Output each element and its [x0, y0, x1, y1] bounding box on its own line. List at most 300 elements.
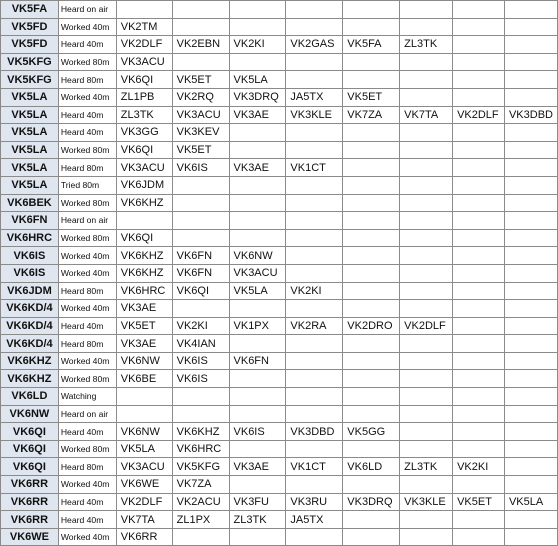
contact-cell: VK3AE — [229, 159, 286, 177]
contact-cell: VK3KLE — [286, 106, 343, 124]
contact-cell: VK7TA — [116, 511, 172, 529]
empty-cell — [504, 317, 557, 335]
empty-cell — [286, 476, 343, 494]
contact-cell: VK3ACU — [172, 106, 229, 124]
table-row — [1, 458, 558, 476]
empty-cell — [504, 124, 557, 142]
empty-cell — [453, 405, 505, 423]
contact-cell: VK3ACU — [229, 264, 286, 282]
empty-cell — [453, 352, 505, 370]
callsign-cell: VK5LA — [1, 106, 59, 124]
empty-cell — [343, 405, 400, 423]
callsign-cell: VK6RR — [1, 493, 59, 511]
empty-cell — [343, 370, 400, 388]
status-cell: Heard 40m — [58, 511, 116, 529]
empty-cell — [286, 1, 343, 19]
contact-cell: VK6KHZ — [116, 264, 172, 282]
contact-cell: VK3AE — [116, 300, 172, 318]
empty-cell — [343, 476, 400, 494]
empty-cell — [286, 53, 343, 71]
empty-cell — [504, 423, 557, 441]
empty-cell — [504, 247, 557, 265]
empty-cell — [172, 300, 229, 318]
contact-cell: VK1PX — [229, 317, 286, 335]
status-cell: Heard 80m — [58, 71, 116, 89]
empty-cell — [453, 159, 505, 177]
table-row — [1, 106, 558, 124]
status-cell: Heard 80m — [58, 159, 116, 177]
callsign-cell: VK5LA — [1, 141, 59, 159]
empty-cell — [286, 352, 343, 370]
contact-cell: VK2KI — [172, 317, 229, 335]
empty-cell — [286, 300, 343, 318]
contact-cell: VK2RQ — [172, 88, 229, 106]
empty-cell — [453, 282, 505, 300]
empty-cell — [504, 440, 557, 458]
callsign-cell: VK5KFG — [1, 71, 59, 89]
empty-cell — [453, 528, 505, 546]
table-row — [1, 335, 558, 353]
empty-cell — [453, 300, 505, 318]
empty-cell — [400, 264, 453, 282]
contact-cell: VK6IS — [172, 352, 229, 370]
empty-cell — [286, 335, 343, 353]
empty-cell — [504, 388, 557, 406]
callsign-cell: VK5FD — [1, 18, 59, 36]
empty-cell — [400, 440, 453, 458]
empty-cell — [343, 300, 400, 318]
contact-cell: VK4IAN — [172, 335, 229, 353]
contact-cell: VK5ET — [343, 88, 400, 106]
status-cell: Heard 40m — [58, 36, 116, 54]
status-cell: Worked 40m — [58, 88, 116, 106]
contact-cell: VK2DLF — [453, 106, 505, 124]
table-row — [1, 88, 558, 106]
empty-cell — [400, 335, 453, 353]
empty-cell — [504, 335, 557, 353]
empty-cell — [453, 388, 505, 406]
empty-cell — [343, 18, 400, 36]
empty-cell — [343, 352, 400, 370]
contact-cell: VK3KLE — [400, 493, 453, 511]
empty-cell — [286, 71, 343, 89]
contact-cell: VK6HRC — [116, 282, 172, 300]
callsign-cell: VK6QI — [1, 440, 59, 458]
status-cell: Worked 40m — [58, 528, 116, 546]
table-row — [1, 282, 558, 300]
empty-cell — [453, 124, 505, 142]
contact-cell: VK5ET — [116, 317, 172, 335]
callsign-cell: VK6KD/4 — [1, 300, 59, 318]
empty-cell — [229, 229, 286, 247]
empty-cell — [286, 18, 343, 36]
contact-cell: VK6BE — [116, 370, 172, 388]
empty-cell — [400, 141, 453, 159]
status-cell: Worked 80m — [58, 194, 116, 212]
table-row — [1, 212, 558, 230]
contact-cell: VK6QI — [116, 229, 172, 247]
empty-cell — [343, 1, 400, 19]
contact-cell: VK6KHZ — [116, 247, 172, 265]
empty-cell — [343, 264, 400, 282]
empty-cell — [504, 282, 557, 300]
callsign-cell: VK5LA — [1, 176, 59, 194]
empty-cell — [229, 335, 286, 353]
log-table-body — [1, 1, 558, 546]
status-cell: Worked 80m — [58, 370, 116, 388]
empty-cell — [229, 53, 286, 71]
table-row — [1, 493, 558, 511]
empty-cell — [343, 528, 400, 546]
contact-cell: VK3DRQ — [229, 88, 286, 106]
contact-cell: VK6IS — [172, 159, 229, 177]
empty-cell — [504, 405, 557, 423]
table-row — [1, 476, 558, 494]
callsign-cell: VK6RR — [1, 511, 59, 529]
empty-cell — [172, 176, 229, 194]
contact-cell: VK5LA — [229, 71, 286, 89]
table-row — [1, 229, 558, 247]
empty-cell — [343, 159, 400, 177]
callsign-cell: VK6HRC — [1, 229, 59, 247]
table-row — [1, 300, 558, 318]
contact-cell: VK2ACU — [172, 493, 229, 511]
empty-cell — [400, 405, 453, 423]
empty-cell — [343, 229, 400, 247]
status-cell: Worked 40m — [58, 18, 116, 36]
empty-cell — [504, 264, 557, 282]
contact-cell: VK7ZA — [343, 106, 400, 124]
status-cell: Heard 40m — [58, 493, 116, 511]
empty-cell — [116, 388, 172, 406]
empty-cell — [229, 370, 286, 388]
contact-cell: VK3KEV — [172, 124, 229, 142]
contact-cell: VK6IS — [229, 423, 286, 441]
callsign-cell: VK6RR — [1, 476, 59, 494]
empty-cell — [504, 212, 557, 230]
empty-cell — [229, 194, 286, 212]
contact-cell: ZL1PX — [172, 511, 229, 529]
contact-cell: VK6LD — [343, 458, 400, 476]
contact-cell: VK3GG — [116, 124, 172, 142]
contact-cell: VK6NW — [116, 352, 172, 370]
empty-cell — [229, 212, 286, 230]
empty-cell — [453, 71, 505, 89]
empty-cell — [172, 53, 229, 71]
table-row — [1, 423, 558, 441]
empty-cell — [286, 212, 343, 230]
empty-cell — [343, 440, 400, 458]
empty-cell — [504, 370, 557, 388]
status-cell: Worked 80m — [58, 440, 116, 458]
contact-cell: VK6RR — [116, 528, 172, 546]
contact-cell: VK1CT — [286, 458, 343, 476]
contact-cell: VK6NW — [116, 423, 172, 441]
empty-cell — [286, 229, 343, 247]
empty-cell — [286, 141, 343, 159]
empty-cell — [400, 388, 453, 406]
empty-cell — [453, 440, 505, 458]
empty-cell — [400, 423, 453, 441]
contact-cell: VK2DLF — [116, 36, 172, 54]
status-cell: Heard on air — [58, 1, 116, 19]
contact-cell: VK6QI — [172, 282, 229, 300]
empty-cell — [453, 370, 505, 388]
empty-cell — [504, 300, 557, 318]
contact-cell: VK5LA — [229, 282, 286, 300]
empty-cell — [286, 405, 343, 423]
empty-cell — [343, 212, 400, 230]
contact-cell: VK6FN — [172, 247, 229, 265]
empty-cell — [229, 405, 286, 423]
empty-cell — [400, 1, 453, 19]
contact-cell: VK3AE — [229, 106, 286, 124]
contact-cell: VK3DRQ — [343, 493, 400, 511]
status-cell: Worked 80m — [58, 141, 116, 159]
empty-cell — [504, 194, 557, 212]
callsign-cell: VK6IS — [1, 247, 59, 265]
contact-cell: VK2KI — [286, 282, 343, 300]
callsign-cell: VK6QI — [1, 423, 59, 441]
callsign-cell: VK6KD/4 — [1, 317, 59, 335]
table-row — [1, 36, 558, 54]
empty-cell — [172, 212, 229, 230]
callsign-cell: VK6NW — [1, 405, 59, 423]
contact-cell: VK6FN — [229, 352, 286, 370]
empty-cell — [116, 405, 172, 423]
empty-cell — [400, 352, 453, 370]
callsign-cell: VK6KHZ — [1, 370, 59, 388]
status-cell: Heard on air — [58, 405, 116, 423]
contact-cell: VK3DBD — [504, 106, 557, 124]
contact-cell: VK2DLF — [400, 317, 453, 335]
status-cell: Worked 80m — [58, 53, 116, 71]
empty-cell — [400, 176, 453, 194]
empty-cell — [504, 36, 557, 54]
callsign-cell: VK5LA — [1, 159, 59, 177]
table-row — [1, 317, 558, 335]
callsign-cell: VK5FD — [1, 36, 59, 54]
empty-cell — [286, 176, 343, 194]
empty-cell — [453, 176, 505, 194]
status-cell: Worked 40m — [58, 264, 116, 282]
empty-cell — [400, 212, 453, 230]
status-cell: Worked 80m — [58, 229, 116, 247]
table-row — [1, 370, 558, 388]
contact-cell: VK5GG — [343, 423, 400, 441]
contact-cell: ZL3TK — [229, 511, 286, 529]
empty-cell — [286, 247, 343, 265]
callsign-cell: VK6QI — [1, 458, 59, 476]
table-row — [1, 511, 558, 529]
empty-cell — [400, 300, 453, 318]
empty-cell — [172, 229, 229, 247]
empty-cell — [343, 247, 400, 265]
empty-cell — [172, 1, 229, 19]
callsign-cell: VK6FN — [1, 212, 59, 230]
callsign-cell: VK6IS — [1, 264, 59, 282]
contact-cell: VK1CT — [286, 159, 343, 177]
empty-cell — [400, 511, 453, 529]
empty-cell — [229, 176, 286, 194]
status-cell: Heard 80m — [58, 335, 116, 353]
empty-cell — [453, 317, 505, 335]
empty-cell — [453, 229, 505, 247]
contact-cell: VK6JDM — [116, 176, 172, 194]
callsign-cell: VK6BEK — [1, 194, 59, 212]
empty-cell — [504, 88, 557, 106]
empty-cell — [172, 194, 229, 212]
callsign-cell: VK6KD/4 — [1, 335, 59, 353]
empty-cell — [286, 264, 343, 282]
contact-cell: VK2DLF — [116, 493, 172, 511]
table-row — [1, 141, 558, 159]
callsign-cell: VK6WE — [1, 528, 59, 546]
table-row — [1, 264, 558, 282]
table-row — [1, 159, 558, 177]
table-row — [1, 53, 558, 71]
empty-cell — [504, 229, 557, 247]
contact-cell: VK5KFG — [172, 458, 229, 476]
contact-cell: VK5LA — [504, 493, 557, 511]
status-cell: Watching — [58, 388, 116, 406]
status-cell: Heard on air — [58, 212, 116, 230]
empty-cell — [229, 1, 286, 19]
empty-cell — [453, 423, 505, 441]
status-cell: Heard 40m — [58, 124, 116, 142]
empty-cell — [172, 528, 229, 546]
contact-cell: VK6HRC — [172, 440, 229, 458]
empty-cell — [400, 229, 453, 247]
empty-cell — [453, 88, 505, 106]
empty-cell — [343, 511, 400, 529]
empty-cell — [400, 282, 453, 300]
empty-cell — [116, 212, 172, 230]
status-cell: Worked 40m — [58, 352, 116, 370]
contact-cell: VK2KI — [229, 36, 286, 54]
empty-cell — [343, 53, 400, 71]
empty-cell — [453, 36, 505, 54]
contact-cell: VK6KHZ — [116, 194, 172, 212]
contact-cell: VK5LA — [116, 440, 172, 458]
empty-cell — [504, 18, 557, 36]
empty-cell — [504, 1, 557, 19]
contact-cell: VK3ACU — [116, 53, 172, 71]
empty-cell — [453, 212, 505, 230]
empty-cell — [286, 124, 343, 142]
contact-cell: VK2RA — [286, 317, 343, 335]
table-row — [1, 1, 558, 19]
status-cell: Tried 80m — [58, 176, 116, 194]
contact-cell: VK6FN — [172, 264, 229, 282]
callsign-cell: VK6JDM — [1, 282, 59, 300]
empty-cell — [400, 71, 453, 89]
empty-cell — [229, 476, 286, 494]
contact-cell: JA5TX — [286, 511, 343, 529]
empty-cell — [400, 18, 453, 36]
callsign-cell: VK5KFG — [1, 53, 59, 71]
contact-cell: VK3RU — [286, 493, 343, 511]
callsign-cell: VK6KHZ — [1, 352, 59, 370]
empty-cell — [453, 194, 505, 212]
empty-cell — [453, 53, 505, 71]
contact-cell: VK3ACU — [116, 159, 172, 177]
contact-cell: VK3FU — [229, 493, 286, 511]
empty-cell — [453, 18, 505, 36]
empty-cell — [343, 282, 400, 300]
contact-cell: VK2TM — [116, 18, 172, 36]
empty-cell — [504, 476, 557, 494]
empty-cell — [286, 370, 343, 388]
contact-cell: VK2DRO — [343, 317, 400, 335]
empty-cell — [172, 388, 229, 406]
empty-cell — [343, 124, 400, 142]
callsign-cell: VK5LA — [1, 124, 59, 142]
empty-cell — [504, 528, 557, 546]
callsign-cell: VK5LA — [1, 88, 59, 106]
empty-cell — [286, 528, 343, 546]
empty-cell — [172, 405, 229, 423]
empty-cell — [400, 476, 453, 494]
empty-cell — [400, 247, 453, 265]
contact-cell: VK5FA — [343, 36, 400, 54]
empty-cell — [229, 528, 286, 546]
contact-cell: VK5ET — [172, 71, 229, 89]
contact-cell: VK5ET — [172, 141, 229, 159]
contact-cell: VK5ET — [453, 493, 505, 511]
contact-cell: ZL3TK — [116, 106, 172, 124]
status-cell: Heard 80m — [58, 282, 116, 300]
callsign-cell: VK6LD — [1, 388, 59, 406]
table-row — [1, 124, 558, 142]
empty-cell — [229, 141, 286, 159]
empty-cell — [400, 194, 453, 212]
contact-cell: ZL1PB — [116, 88, 172, 106]
contact-cell: VK3AE — [229, 458, 286, 476]
empty-cell — [400, 370, 453, 388]
empty-cell — [453, 247, 505, 265]
empty-cell — [229, 440, 286, 458]
empty-cell — [343, 388, 400, 406]
contact-cell: VK3AE — [116, 335, 172, 353]
empty-cell — [504, 511, 557, 529]
contact-cell: VK6QI — [116, 141, 172, 159]
empty-cell — [400, 124, 453, 142]
status-cell: Heard 40m — [58, 106, 116, 124]
table-row — [1, 528, 558, 546]
table-row — [1, 71, 558, 89]
empty-cell — [504, 53, 557, 71]
empty-cell — [286, 194, 343, 212]
contact-cell: VK3ACU — [116, 458, 172, 476]
callsign-cell: VK5FA — [1, 1, 59, 19]
status-cell: Heard 40m — [58, 317, 116, 335]
table-row — [1, 247, 558, 265]
empty-cell — [400, 528, 453, 546]
empty-cell — [343, 335, 400, 353]
empty-cell — [343, 194, 400, 212]
table-row — [1, 352, 558, 370]
table-row — [1, 176, 558, 194]
table-row — [1, 405, 558, 423]
contact-cell: VK6NW — [229, 247, 286, 265]
contact-cell: VK7ZA — [172, 476, 229, 494]
empty-cell — [504, 352, 557, 370]
empty-cell — [172, 18, 229, 36]
table-row — [1, 18, 558, 36]
table-row — [1, 440, 558, 458]
empty-cell — [504, 176, 557, 194]
